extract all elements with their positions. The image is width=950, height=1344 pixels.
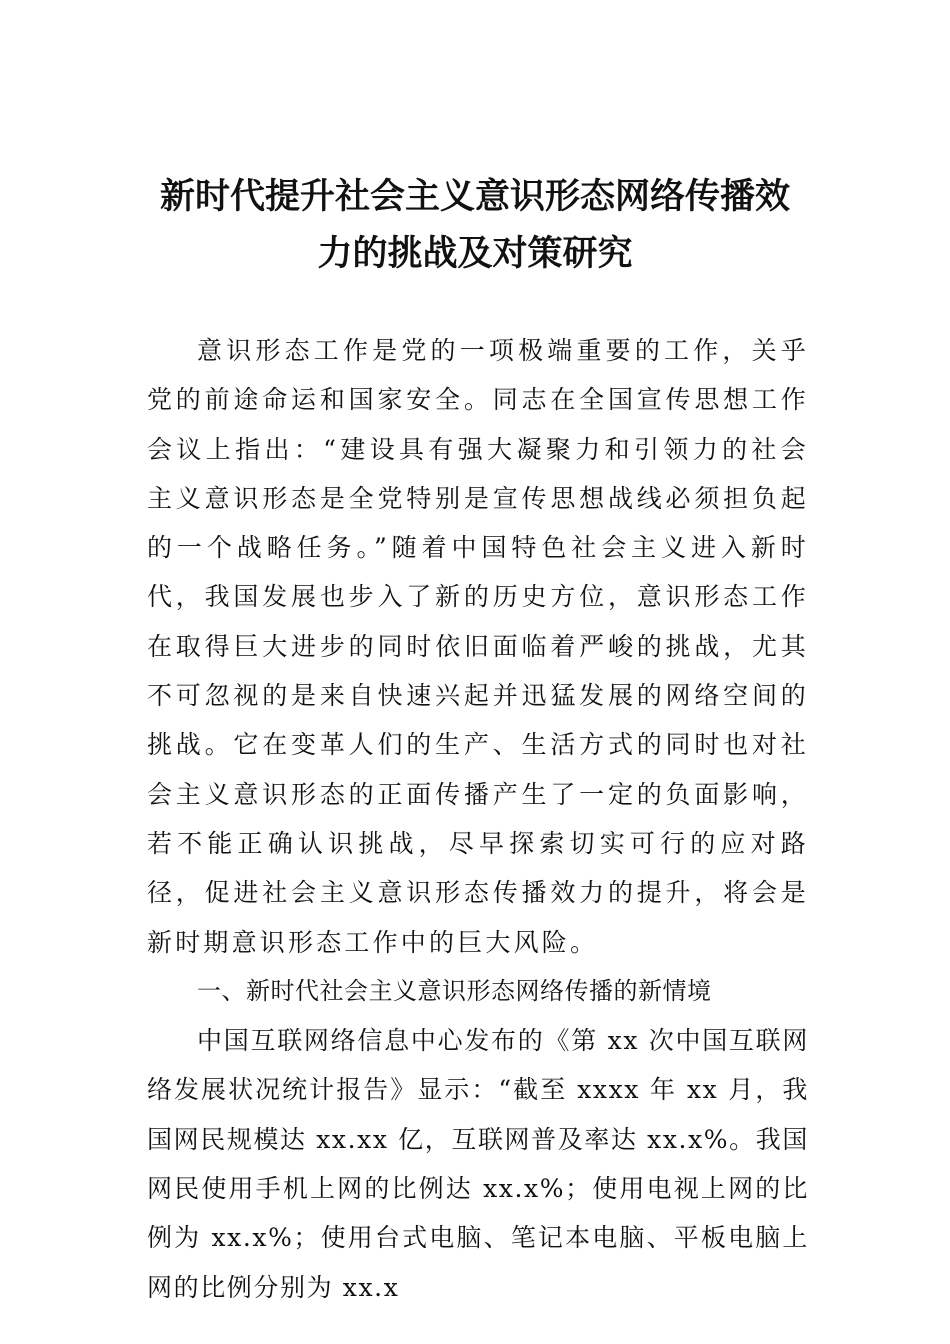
title-line-1: 新时代提升社会主义意识形态网络传播效	[159, 176, 790, 217]
title-line-2: 力的挑战及对策研究	[317, 233, 633, 274]
document-title	[140, 168, 810, 282]
section-heading: 一、新时代社会主义意识形态网络传播的新情境	[197, 976, 712, 1005]
intro-paragraph: 意识形态工作是党的一项极端重要的工作，关乎党的前途命运和国家安全。同志在全国宣传思想工作会议上指出：“建设具有强大凝聚力和引领力的社会主义意识形态是全党特别是宣传思想战线必须担负起的一个战略任务。”随着中国特色社会主义进入新时代，我国发展也步入了新的历史方位，意识形态工作在取得巨大进步的同时依旧面临着严峻的挑战，尤其不可忽视的是来自快速兴起并迅猛发展的网络空间的挑战。它在变革人们的生产、生活方式的同时也对社会主义意识形态的正面传播产生了一定的负面影响，若不能正确认识挑战，尽早探索切实可行的应对路径，促进社会主义意识形态传播效力的提升，将会是新时期意识形态工作中的巨大风险。	[147, 336, 809, 957]
section-paragraph: 中国互联网络信息中心发布的《第 xx 次中国互联网络发展状况统计报告》显示：“截至 xxxx 年 xx 月，我国网民规模达 xx.xx 亿，互联网普及率达 xx.x%。我国网民使用手机上网的比例达 xx.x%；使用电视上网的比例为 xx.x%；使用台式电脑、笔记本电脑、平板电脑上网的比例分别为 xx.x	[147, 1026, 809, 1302]
document-body	[147, 326, 809, 1312]
